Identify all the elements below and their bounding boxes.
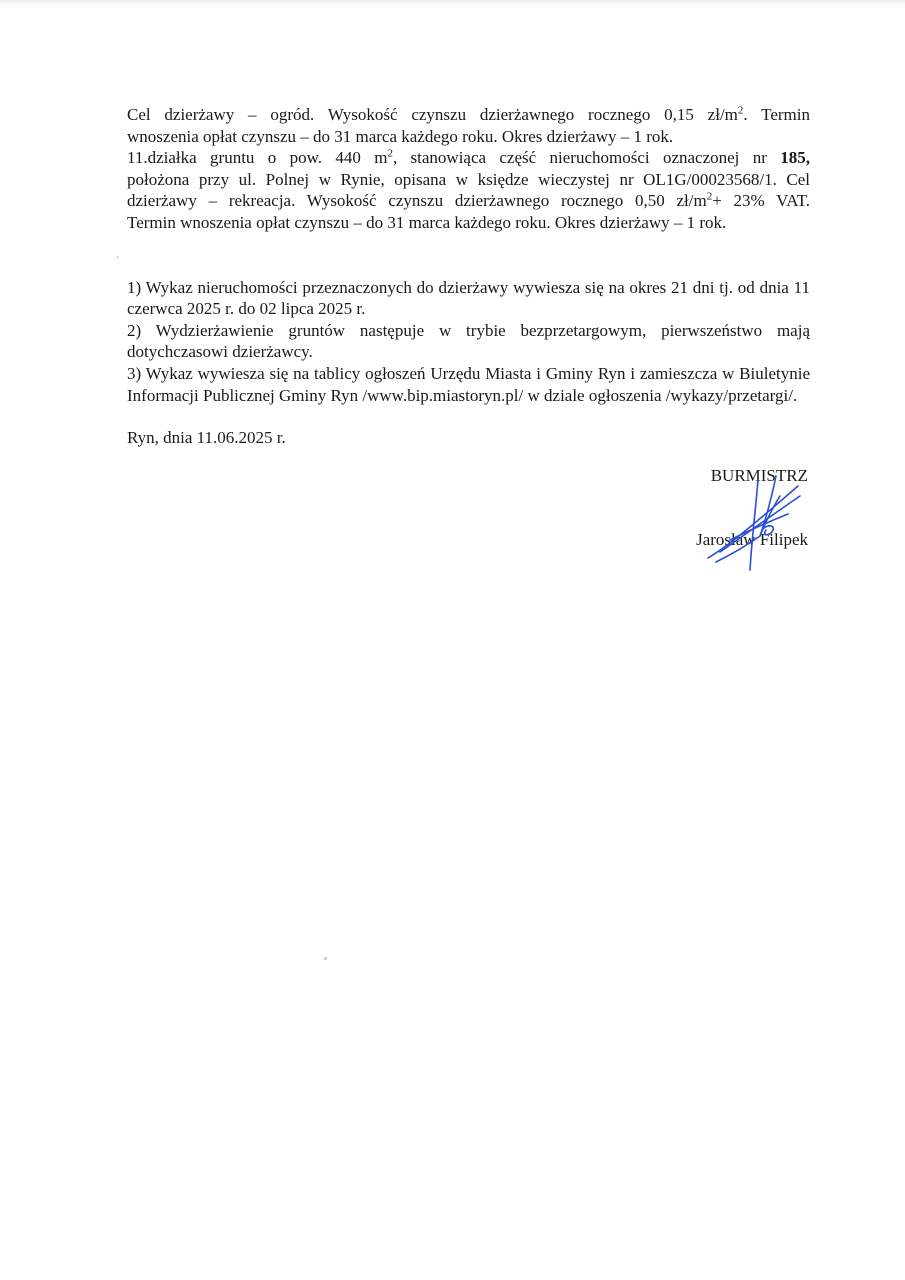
paragraph-line-5: dzierżawy – rekreacja. Wysokość czynszu dzierżawnego rocznego 0,50 $zł/m^2+ 23\%$ VAT. — [127, 190, 810, 211]
scan-speck — [324, 957, 327, 960]
place-date: Ryn, dnia 11.06.2025 r. — [127, 428, 286, 448]
signature-block — [680, 466, 820, 576]
document-body — [127, 104, 810, 449]
handwritten-signature-icon — [680, 466, 820, 576]
paragraph-line-1: Cel dzierżawy – ogród. Wysokość czynszu dzierżawnego rocznego 0,15 $zł/m^2$. Termin — [127, 104, 810, 124]
signature-name: Jarosław Filipek — [696, 530, 808, 549]
paragraph-line-2: wnoszenia opłat czynszu – do 31 marca każdego roku. Okres dzierżawy – 1 rok. — [127, 126, 674, 146]
scan-speck — [116, 256, 119, 259]
note-1: 1) Wykaz nieruchomości przeznaczonych do dzierżawy wywiesza się na okres 21 dni tj. od dnia 11 czerwca 2025 r. do 02 lipca 2025 r. — [127, 277, 810, 319]
paragraph-line-4: położona przy ul. Polnej w Rynie, opisana w księdze wieczystej nr OL1G/00023568/1. Cel — [127, 169, 810, 189]
note-2: 2) Wydzierżawienie gruntów następuje w trybie bezprzetargowym, pierwszeństwo mają dotychczasowi dzierżawcy. — [127, 320, 810, 362]
note-3: 3) Wykaz wywiesza się na tablicy ogłoszeń Urzędu Miasta i Gminy Ryn i zamieszcza w Biuletynie Informacji Publicznej Gminy Ryn /www.bip.miastoryn.pl/ w dziale ogłoszenia /wykazy/przetargi/. — [127, 363, 810, 405]
paragraph-line-3: 11.działka gruntu o pow. 440 $m^2$, stanowiąca część nieruchomości oznaczonej nr 185, — [127, 147, 810, 168]
paragraph-line-6: Termin wnoszenia opłat czynszu – do 31 marca każdego roku. Okres dzierżawy – 1 rok. — [127, 212, 727, 232]
parcel-number: 185, — [780, 148, 810, 168]
signature-title: BURMISTRZ — [710, 466, 808, 485]
scan-edge-shadow — [0, 0, 905, 6]
